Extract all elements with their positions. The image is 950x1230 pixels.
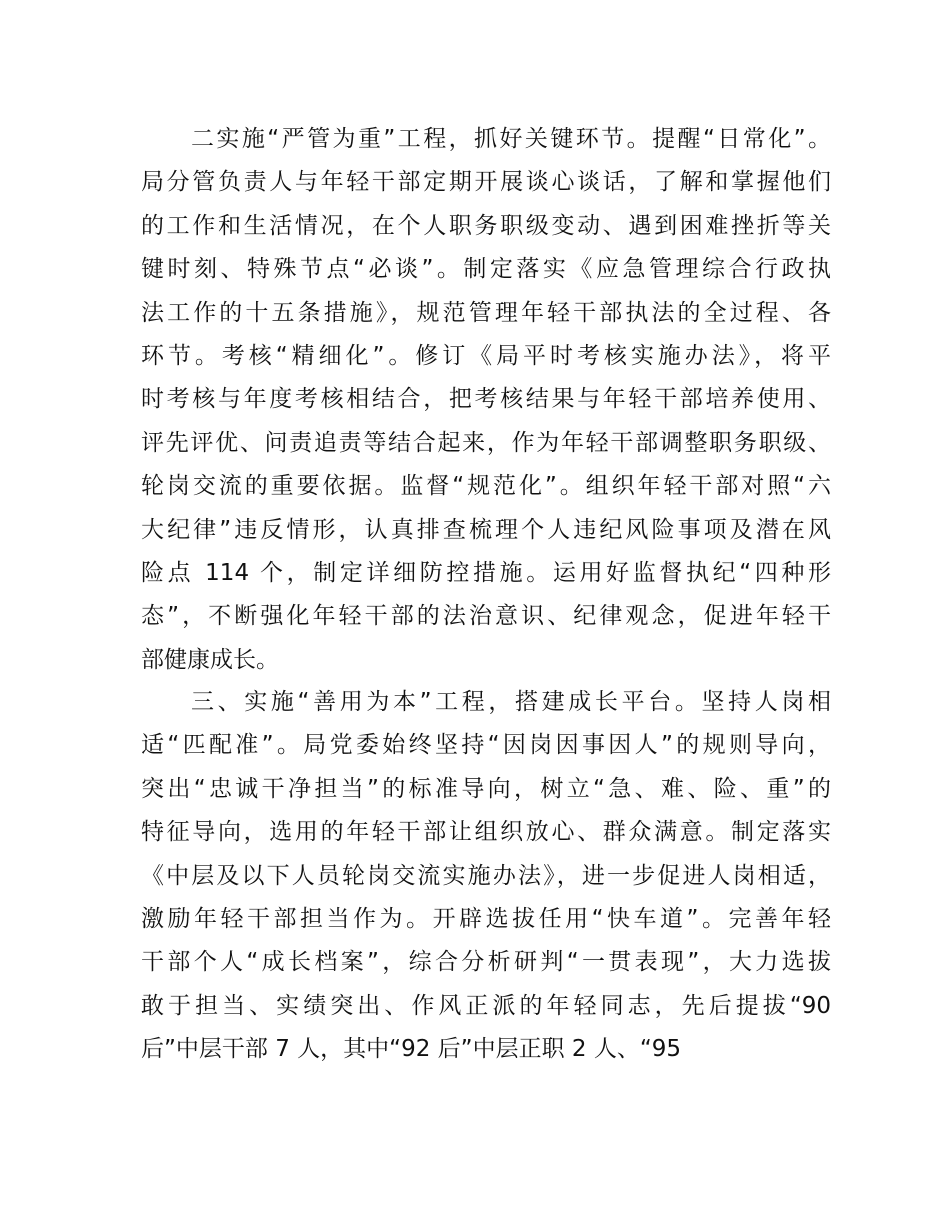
paragraph-strict-management (141, 118, 831, 682)
text-line: 的工作和生活情况，在个人职务职级变动、遇到困难挫折等关 (141, 212, 831, 239)
paragraph-good-use (141, 681, 831, 1072)
text-line: 适“匹配准”。局党委始终坚持“因岗因事因人”的规则导向， (141, 732, 831, 759)
text-line: 大纪律”违反情形，认真排查梳理个人违纪风险事项及潜在风 (141, 516, 831, 543)
text-line: 突出“忠诚干净担当”的标准导向，树立“急、难、险、重”的 (141, 775, 831, 802)
text-line: 险点 114 个，制定详细防控措施。运用好监督执纪“四种形 (141, 559, 831, 586)
text-line: 轮岗交流的重要依据。监督“规范化”。组织年轻干部对照“六 (141, 473, 831, 500)
text-line: 部健康成长。 (141, 646, 279, 673)
text-line: 键时刻、特殊节点“必谈”。制定落实《应急管理综合行政执 (141, 256, 831, 283)
text-line: 局分管负责人与年轻干部定期开展谈心谈话，了解和掌握他们 (141, 169, 831, 196)
text-line: 激励年轻干部担当作为。开辟选拔任用“快车道”。完善年轻 (141, 905, 831, 932)
text-line: 三、实施“善用为本”工程，搭建成长平台。坚持人岗相 (191, 689, 831, 715)
text-line: 态”，不断强化年轻干部的法治意识、纪律观念，促进年轻干 (141, 603, 831, 630)
text-line: 敢于担当、实绩突出、作风正派的年轻同志，先后提拔“90 (141, 992, 831, 1019)
text-line: 后”中层干部 7 人，其中“92 后”中层正职 2 人、“95 (141, 1036, 682, 1063)
text-line: 特征导向，选用的年轻干部让组织放心、群众满意。制定落实 (141, 819, 831, 846)
text-line: 《中层及以下人员轮岗交流实施办法》，进一步促进人岗相适， (141, 862, 831, 889)
text-line: 干部个人“成长档案”，综合分析研判“一贯表现”，大力选拔 (141, 949, 831, 976)
text-line: 法工作的十五条措施》，规范管理年轻干部执法的全过程、各 (141, 299, 831, 326)
text-line: 环节。考核“精细化”。修订《局平时考核实施办法》，将平 (141, 342, 831, 369)
text-line: 评先评优、问责追责等结合起来，作为年轻干部调整职务职级、 (141, 429, 831, 456)
text-line: 时考核与年度考核相结合，把考核结果与年轻干部培养使用、 (141, 386, 831, 413)
text-line: 二实施“严管为重”工程，抓好关键环节。提醒“日常化”。 (191, 126, 831, 152)
